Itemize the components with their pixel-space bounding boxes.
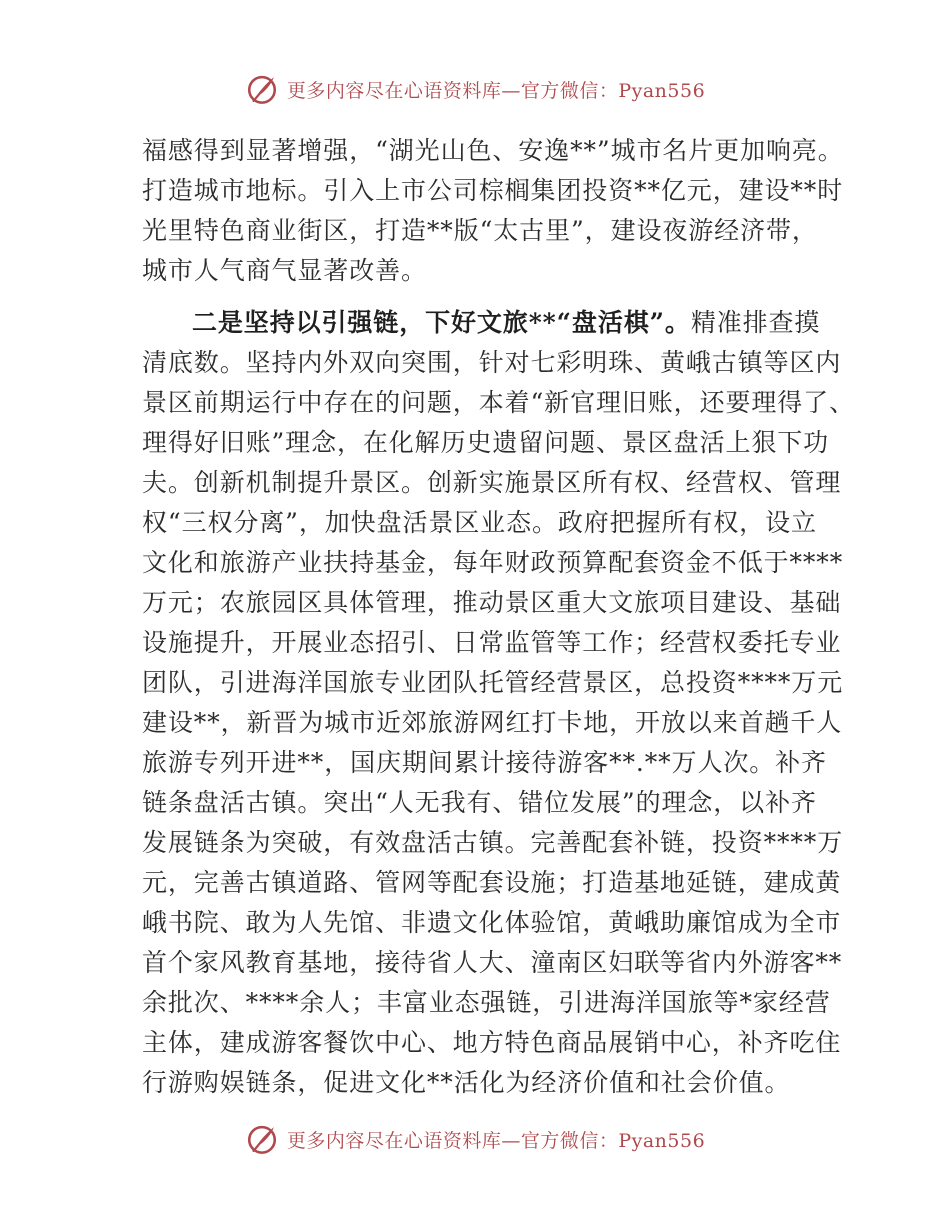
text-line: 发展链条为突破，有效盘活古镇。完善配套补链，投资****万	[142, 828, 844, 857]
text-line: 文化和旅游产业扶持基金，每年财政预算配套资金不低于****	[142, 548, 844, 577]
footer-banner	[0, 1122, 950, 1156]
header-banner	[0, 72, 950, 106]
text-line: 主体，建成游客餐饮中心、地方特色商品展销中心，补齐吃住	[142, 1028, 842, 1057]
text-line: 峨书院、敢为人先馆、非遗文化体验馆，黄峨助廉馆成为全市	[142, 908, 842, 937]
text-line: 余批次、****余人；丰富业态强链，引进海洋国旅等*家经营	[142, 988, 831, 1017]
text-line: 链条盘活古镇。突出“人无我有、错位发展”的理念，以补齐	[142, 788, 817, 817]
banner-wechat-text: 官方微信：Pyan556	[520, 79, 706, 102]
text-line: 首个家风教育基地，接待省人大、潼南区妇联等省内外游客**	[142, 948, 843, 977]
banner-main-text: 更多内容尽在心语资料库	[286, 79, 502, 102]
text-line: 城市人气商气显著改善。	[142, 256, 427, 285]
text-line: 光里特色商业街区，打造**版“太古里”，建设夜游经济带，	[142, 216, 818, 245]
text-line: 建设**，新晋为城市近郊旅游网红打卡地，开放以来首趟千人	[142, 708, 843, 737]
text-line: 万元；农旅园区具体管理，推动景区重大文旅项目建设、基础	[142, 588, 842, 617]
banner-main-text: 更多内容尽在心语资料库	[286, 1129, 502, 1152]
paragraph-1	[142, 131, 844, 291]
text-line: 夫。创新机制提升景区。创新实施景区所有权、经营权、管理	[142, 468, 842, 497]
quill-logo-icon	[245, 1122, 279, 1156]
text-line: 福感得到显著增强，“湖光山色、安逸**”城市名片更加响亮。	[142, 136, 844, 165]
text-line: 旅游专列开进**，国庆期间累计接待游客**.**万人次。补齐	[142, 748, 827, 777]
text-line: 理得好旧账”理念，在化解历史遗留问题、景区盘活上狠下功	[142, 428, 830, 457]
banner-wechat-text: 官方微信：Pyan556	[520, 1129, 706, 1152]
banner-separator: —	[501, 1129, 521, 1152]
banner-separator: —	[501, 79, 521, 102]
paragraph-2	[142, 303, 855, 1103]
text-line: 打造城市地标。引入上市公司棕榈集团投资**亿元，建设**时	[142, 176, 844, 205]
paragraph-2-first-line	[142, 303, 821, 343]
text-line: 权“三权分离”，加快盘活景区业态。政府把握所有权，设立	[142, 508, 817, 537]
text-line: 清底数。坚持内外双向突围，针对七彩明珠、黄峨古镇等区内	[142, 348, 842, 377]
text-line: 景区前期运行中存在的问题，本着“新官理旧账，还要理得了、	[142, 388, 855, 417]
paragraph-heading: 二是坚持以引强链，下好文旅**“盘活棋”。	[192, 308, 691, 337]
text-line: 团队，引进海洋国旅专业团队托管经营景区，总投资****万元	[142, 668, 844, 697]
text-fragment: 精准排查摸	[690, 308, 821, 337]
banner-text	[287, 1126, 705, 1153]
text-line: 元，完善古镇道路、管网等配套设施；打造基地延链，建成黄	[142, 868, 842, 897]
text-line: 行游购娱链条，促进文化**活化为经济价值和社会价值。	[142, 1068, 791, 1097]
banner-text	[287, 76, 705, 103]
document-body	[142, 131, 855, 1103]
text-line: 设施提升，开展业态招引、日常监管等工作；经营权委托专业	[142, 628, 842, 657]
quill-logo-icon	[245, 72, 279, 106]
